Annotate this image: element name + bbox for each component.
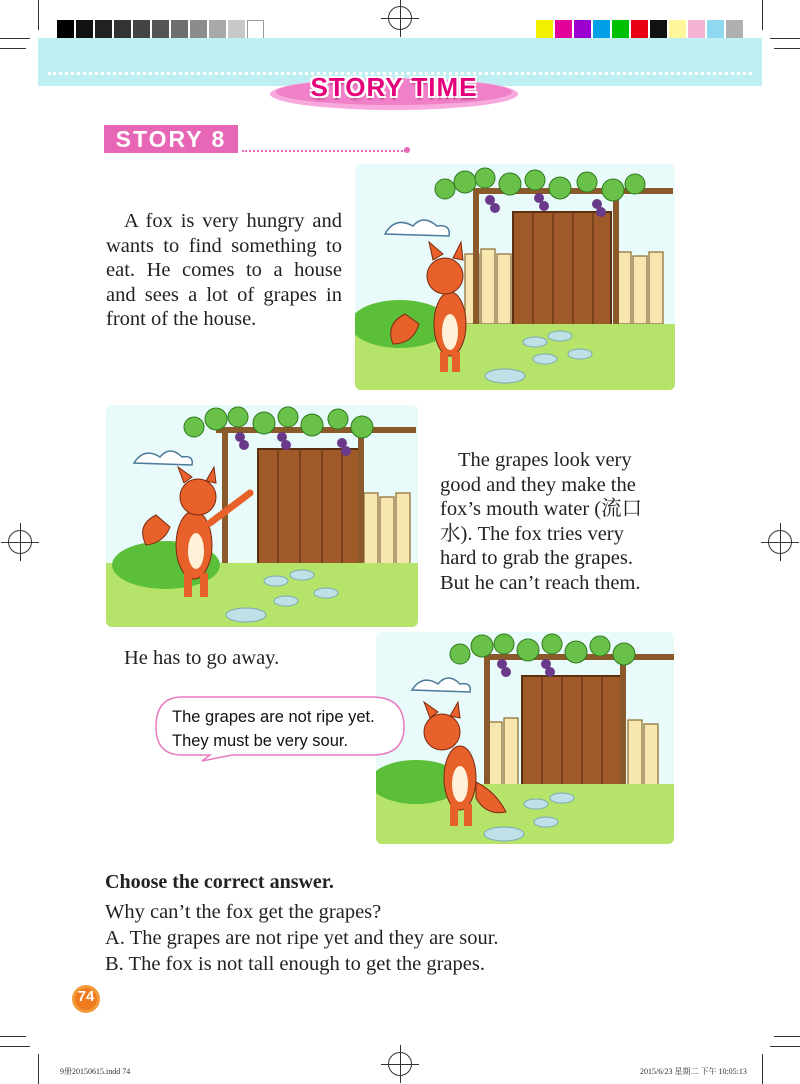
print-slug-left: 9册20150615.indd 74 [60,1067,131,1076]
crop-mark [38,0,39,30]
answer-option-a[interactable]: A. The grapes are not ripe yet and they are sour. [105,927,499,949]
story-paragraph-2-line: fox’s mouth water (流口 [440,498,643,520]
crop-mark [774,48,800,49]
registration-mark-icon [768,530,792,554]
story-paragraph-1: A fox is very hungry and wants to find something to eat. He comes to a house and sees a lot of grapes in front of the house. [106,210,342,330]
color-bar [536,10,744,30]
crop-mark [0,1036,26,1037]
crop-mark [762,0,763,30]
speech-bubble-line: The grapes are not ripe yet. [172,708,375,726]
crop-mark [774,1036,800,1037]
story-label-rule [242,150,406,152]
crop-mark [0,38,30,39]
fox-illustration-panel-2 [106,405,418,627]
print-slug-right: 2015/6/23 星期二 下午 10:05:13 [640,1067,747,1076]
page-title: STORY TIME [310,72,478,102]
fox-illustration-panel-3 [376,632,674,844]
story-label-rule-end [404,147,410,153]
story-paragraph-2-line: hard to grab the grapes. [440,547,633,569]
speech-bubble-text [172,705,412,753]
speech-bubble-line: They must be very sour. [172,732,349,750]
answer-option-b[interactable]: B. The fox is not tall enough to get the grapes. [105,953,485,975]
grayscale-bar [57,10,265,30]
story-paragraph-2-line: The grapes look very [458,449,632,471]
page-number: 74 [77,988,95,1005]
story-paragraph-3: He has to go away. [124,647,280,669]
story-paragraph-2-line: 水). The fox tries very [440,522,624,545]
crop-mark [762,1054,763,1084]
story-label: STORY 8 [104,125,238,153]
crop-mark [770,38,800,39]
registration-mark-icon [8,530,32,554]
story-paragraph-2-line: good and they make the [440,473,636,496]
story-paragraph-2 [440,448,660,595]
registration-mark-icon [388,6,412,30]
exercise-question: Why can’t the fox get the grapes? [105,901,382,923]
crop-mark [770,1046,800,1047]
registration-mark-icon [388,1052,412,1076]
exercise-heading: Choose the correct answer. [105,871,334,893]
story-paragraph-2-line: But he can’t reach them. [440,571,641,594]
crop-mark [0,48,26,49]
fox-illustration-panel-1 [355,164,675,390]
crop-mark [38,1054,39,1084]
crop-mark [0,1046,30,1047]
